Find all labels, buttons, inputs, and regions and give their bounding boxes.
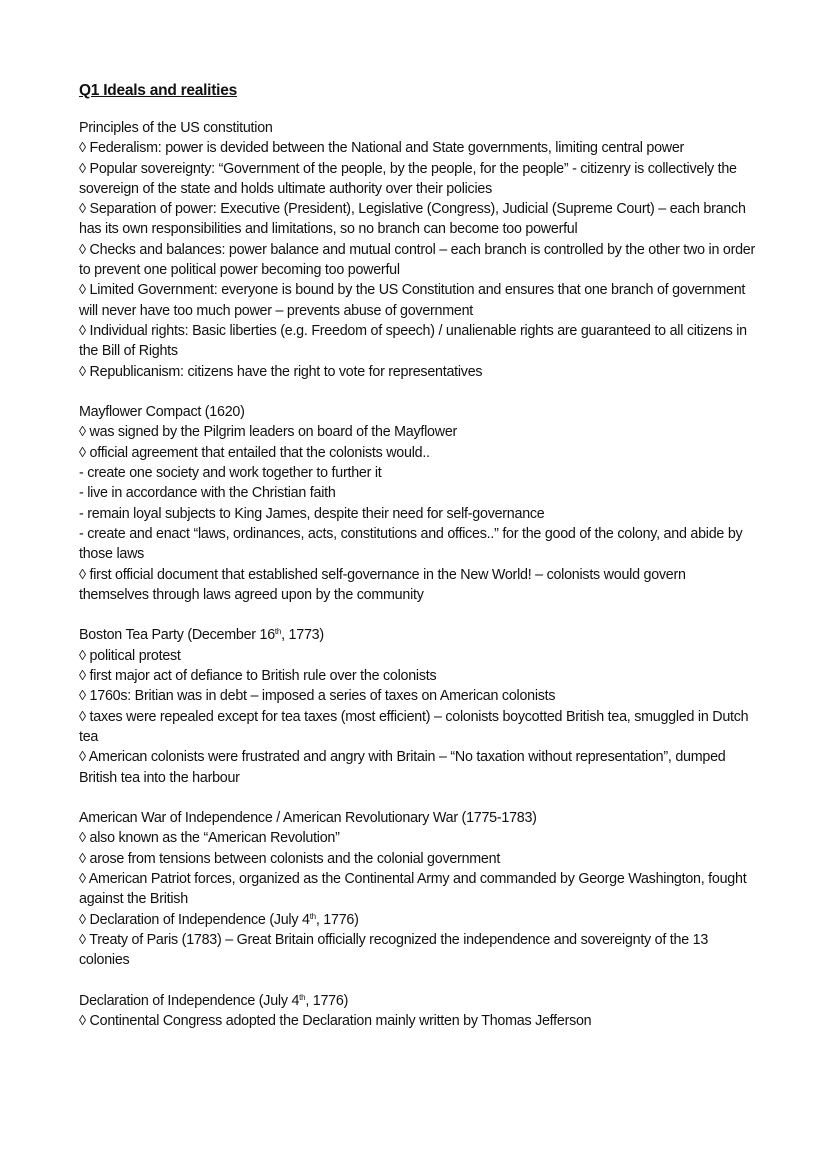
list-item: ◊ American Patriot forces, organized as the Continental Army and commanded by George Washington, fought against the British (79, 870, 747, 908)
list-item: ◊ first major act of defiance to British rule over the colonists (79, 668, 437, 685)
section-heading (79, 625, 759, 645)
item-text: , 1776) (315, 911, 359, 928)
ordinal-suffix: th (309, 911, 316, 921)
section-war-of-independence (79, 808, 759, 970)
section-declaration-of-independence (79, 991, 759, 1032)
section-heading (79, 991, 759, 1011)
list-item: ◊ Continental Congress adopted the Declaration mainly written by Thomas Jefferson (79, 1013, 592, 1030)
list-item: ◊ arose from tensions between colonists and the colonial government (79, 850, 501, 867)
list-item: ◊ political protest (79, 647, 181, 664)
list-item: ◊ also known as the “American Revolution” (79, 830, 340, 847)
list-item (79, 910, 759, 930)
section-mayflower-compact (79, 402, 759, 605)
list-item: ◊ Republicanism: citizens have the right to vote for representatives (79, 363, 483, 380)
ordinal-suffix: th (299, 992, 306, 1002)
list-item: ◊ Separation of power: Executive (President), Legislative (Congress), Judicial (Supreme Court) – each branch has its own responsibilities and limitations, so no branch can become too powerful (79, 201, 746, 238)
section-heading: Principles of the US constitution (79, 120, 273, 136)
section-heading: Mayflower Compact (1620) (79, 404, 245, 421)
list-item: ◊ official agreement that entailed that the colonists would.. (79, 444, 430, 461)
item-text: ◊ Declaration of Independence (July 4 (79, 911, 310, 928)
list-item: ◊ Federalism: power is devided between the National and State governments, limiting central power (79, 140, 685, 157)
list-item: ◊ Limited Government: everyone is bound by the US Constitution and ensures that one branch of government will never have too much power – prevents abuse of government (79, 282, 746, 319)
list-item: ◊ Individual rights: Basic liberties (e.g. Freedom of speech) / unalienable rights are guaranteed to all citizens in the Bill of Rights (79, 322, 747, 360)
list-item: - remain loyal subjects to King James, despite their need for self-governance (79, 505, 545, 522)
list-item: - create and enact “laws, ordinances, acts, constitutions and offices..” for the good of the colony, and abide by those laws (79, 525, 743, 563)
list-item: ◊ American colonists were frustrated and angry with Britain – “No taxation without representation”, dumped British tea into the harbour (79, 749, 726, 786)
document-title: Q1 Ideals and realities (79, 82, 237, 99)
section-constitution-principles (79, 118, 759, 382)
list-item: ◊ Treaty of Paris (1783) – Great Britain officially recognized the independence and sovereignty of the 13 colonies (79, 931, 709, 969)
heading-text: , 1773) (281, 627, 324, 644)
heading-text: , 1776) (305, 992, 349, 1009)
ordinal-suffix: th (274, 627, 282, 637)
list-item: ◊ 1760s: Britian was in debt – imposed a series of taxes on American colonists (79, 688, 556, 705)
list-item: - live in accordance with the Christian faith (79, 485, 336, 502)
list-item: ◊ Popular sovereignty: “Government of the people, by the people, for the people” - citizenry is collectively the sovereign of the state and holds ultimate authority over their policies (79, 160, 737, 197)
heading-text: Declaration of Independence (July 4 (79, 992, 300, 1009)
list-item: ◊ Checks and balances: power balance and mutual control – each branch is controlled by the other two in order to prevent one political power becoming too powerful (79, 241, 756, 279)
heading-text: Boston Tea Party (December 16 (79, 627, 275, 644)
list-item: - create one society and work together to further it (79, 465, 382, 482)
list-item: ◊ taxes were repealed except for tea taxes (most efficient) – colonists boycotted British tea, smuggled in Dutch tea (79, 708, 749, 745)
list-item: ◊ was signed by the Pilgrim leaders on board of the Mayflower (79, 424, 458, 441)
section-heading: American War of Independence / American Revolutionary War (1775-1783) (79, 810, 537, 827)
document-page (79, 78, 759, 1052)
list-item: ◊ first official document that established self-governance in the New World! – colonists would govern themselves through laws agreed upon by the community (79, 566, 686, 603)
section-boston-tea-party (79, 625, 759, 787)
